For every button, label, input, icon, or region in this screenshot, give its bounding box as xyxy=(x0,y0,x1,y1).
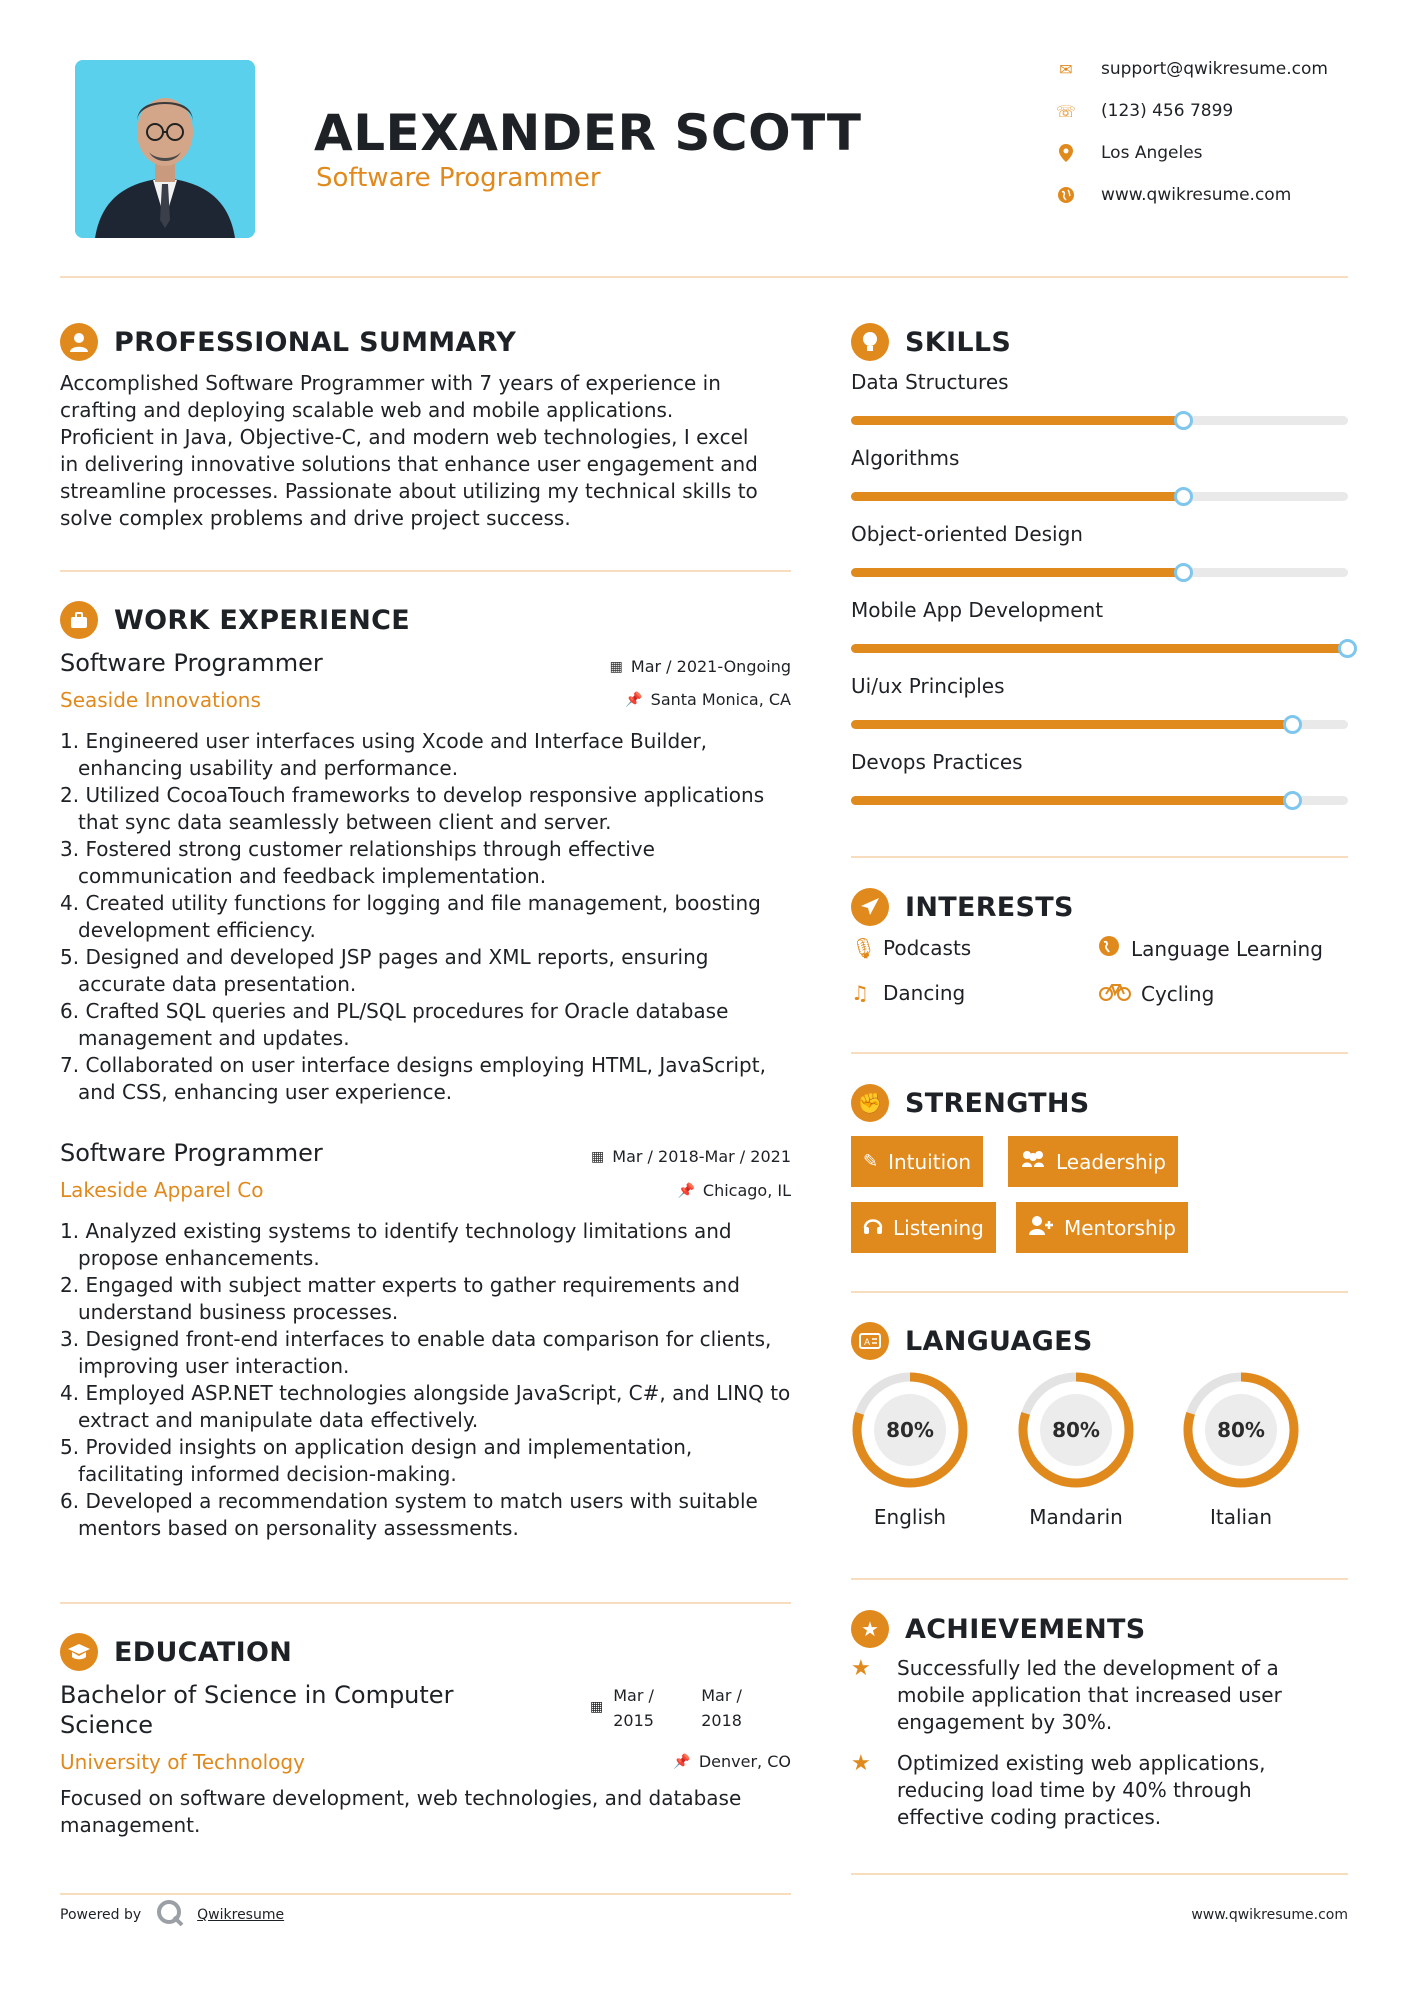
skills-header xyxy=(851,323,1011,361)
interest-language-learning xyxy=(1099,936,1323,961)
interests-heading: INTERESTS xyxy=(905,891,1074,923)
footer-url[interactable]: www.qwikresume.com xyxy=(1191,1907,1348,1923)
contact-email[interactable] xyxy=(1055,57,1328,81)
skills-divider xyxy=(851,856,1348,858)
globe-icon xyxy=(1099,936,1131,961)
achievement-text: Optimized existing web applications, reducing load time by 40% through effective coding practices. xyxy=(897,1751,1266,1829)
language-value: 80% xyxy=(886,1418,934,1442)
skills-heading: SKILLS xyxy=(905,326,1012,358)
magic-wand-icon: ✎ xyxy=(863,1151,879,1172)
education-location-value: Denver, CO xyxy=(698,1752,791,1771)
list-item: 2. Utilized CocoaTouch frameworks to develop responsive applications that sync data seamlessly between client and server. xyxy=(60,783,765,834)
language-name: Italian xyxy=(1209,1505,1273,1529)
job-1-bullets xyxy=(60,728,800,1106)
list-item: 7. Collaborated on user interface designs employing HTML, JavaScript, and CSS, enhancing user experience. xyxy=(60,1053,766,1104)
job-2-title: Software Programmer xyxy=(60,1139,323,1167)
skill-label: Ui/ux Principles xyxy=(851,674,1005,698)
language-gauge xyxy=(849,1369,971,1491)
languages-heading: LANGUAGES xyxy=(905,1325,1093,1357)
work-heading: WORK EXPERIENCE xyxy=(114,604,410,636)
shooting-star-icon: ★ xyxy=(851,1656,871,1681)
list-item: 4. Employed ASP.NET technologies alongside JavaScript, C#, and LINQ to extract and manipulate data effectively. xyxy=(60,1381,791,1432)
skill-bar xyxy=(851,796,1348,805)
paper-plane-icon xyxy=(851,888,889,926)
languages-header xyxy=(851,1322,1093,1360)
job-1-location xyxy=(625,690,791,709)
job-2-date xyxy=(591,1147,791,1166)
phone-icon: ☏ xyxy=(1055,101,1076,121)
skill-bar-fill xyxy=(851,416,1184,425)
achievements-divider xyxy=(851,1873,1348,1875)
svg-text:A: A xyxy=(864,1338,871,1348)
job-1-title: Software Programmer xyxy=(60,649,323,677)
list-item: 3. Designed front-end interfaces to enable data comparison for clients, improving user interaction. xyxy=(60,1327,772,1378)
calendar-icon: ▦ xyxy=(609,658,623,675)
globe-icon xyxy=(1055,184,1077,206)
summary-line: streamline processes. Passionate about utilizing my technical skills to xyxy=(60,479,758,503)
job-2-location xyxy=(677,1181,791,1200)
skill-level-handle xyxy=(1283,791,1302,810)
header-divider xyxy=(60,276,1348,278)
education-end-year: 2018 xyxy=(701,1711,742,1730)
language-card-icon xyxy=(851,1322,889,1360)
powered-by-label: Powered by xyxy=(60,1907,142,1923)
skill-level-handle xyxy=(1338,639,1357,658)
summary-heading: PROFESSIONAL SUMMARY xyxy=(114,326,517,358)
job-1-date xyxy=(610,657,791,676)
user-plus-icon xyxy=(1028,1215,1054,1240)
strength-label: Listening xyxy=(893,1215,984,1240)
list-item: 6. Crafted SQL queries and PL/SQL procedures for Oracle database management and updates. xyxy=(60,999,729,1050)
summary-line: Proficient in Java, Objective-C, and modern web technologies, I excel xyxy=(60,425,749,449)
pushpin-icon: 📌 xyxy=(673,1753,691,1770)
job-1-company: Seaside Innovations xyxy=(60,688,261,712)
briefcase-icon xyxy=(60,601,98,639)
job-2-location-value: Chicago, IL xyxy=(702,1181,791,1200)
list-item: 5. Provided insights on application design and implementation, facilitating informed decision-making. xyxy=(60,1435,693,1486)
interest-cycling xyxy=(1099,981,1214,1006)
skill-level-handle xyxy=(1174,411,1193,430)
strengths-header xyxy=(851,1084,1090,1122)
interest-label: Language Learning xyxy=(1131,936,1323,961)
achievement-text: Successfully led the development of a mobile application that increased user engagement by 30%. xyxy=(897,1656,1282,1734)
bicycle-icon xyxy=(1099,981,1141,1006)
skill-bar-fill xyxy=(851,796,1293,805)
microphone-icon: 🎙 xyxy=(851,936,877,960)
interest-label: Podcasts xyxy=(883,936,972,960)
strengths-divider xyxy=(851,1291,1348,1293)
strength-label: Intuition xyxy=(888,1149,972,1174)
job-2-bullets xyxy=(60,1218,800,1542)
interests-divider xyxy=(851,1052,1348,1054)
users-icon xyxy=(1020,1149,1046,1174)
degree-line: Bachelor of Science in Computer xyxy=(60,1681,454,1709)
education-location xyxy=(673,1752,791,1771)
map-pin-icon xyxy=(1055,142,1077,164)
list-item: 1. Analyzed existing systems to identify technology limitations and propose enhancements. xyxy=(60,1219,732,1270)
education-degree xyxy=(60,1680,453,1740)
skill-level-handle xyxy=(1174,487,1193,506)
contact-website[interactable] xyxy=(1055,183,1291,207)
star-badge-icon: ★ xyxy=(851,1610,889,1648)
skill-bar-fill xyxy=(851,720,1293,729)
footer-divider xyxy=(60,1893,791,1895)
contact-phone-value: (123) 456 7899 xyxy=(1101,101,1234,121)
education-end-month: Mar / xyxy=(701,1686,742,1705)
qwikresume-logo-icon xyxy=(155,1898,185,1932)
summary-text xyxy=(60,370,800,532)
job-1-date-value: Mar / 2021-Ongoing xyxy=(630,657,791,676)
list-item: 5. Designed and developed JSP pages and XML reports, ensuring accurate data presentation. xyxy=(60,945,709,996)
contact-location xyxy=(1055,141,1203,165)
interest-dancing xyxy=(851,981,965,1005)
achievements-heading: ACHIEVEMENTS xyxy=(905,1613,1146,1645)
candidate-title: Software Programmer xyxy=(316,163,601,193)
skill-label: Data Structures xyxy=(851,370,1009,394)
qwikresume-link[interactable]: Qwikresume xyxy=(197,1907,285,1923)
skill-level-handle xyxy=(1283,715,1302,734)
skill-bar xyxy=(851,492,1348,501)
interest-label: Dancing xyxy=(883,981,966,1005)
contact-email-value: support@qwikresume.com xyxy=(1101,59,1328,79)
education-start xyxy=(613,1683,701,1733)
list-item: 2. Engaged with subject matter experts to gather requirements and understand business processes. xyxy=(60,1273,740,1324)
summary-line: in delivering innovative solutions that enhance user engagement and xyxy=(60,452,758,476)
headphones-icon xyxy=(863,1216,883,1239)
skill-bar-fill xyxy=(851,644,1348,653)
skill-label: Algorithms xyxy=(851,446,960,470)
contact-location-value: Los Angeles xyxy=(1101,143,1203,163)
skill-label: Mobile App Development xyxy=(851,598,1104,622)
lightbulb-icon xyxy=(851,323,889,361)
contact-phone[interactable] xyxy=(1055,99,1233,123)
achievement-item xyxy=(851,1655,1321,1736)
interests-header xyxy=(851,888,1074,926)
skill-bar-fill xyxy=(851,492,1184,501)
degree-line: Science xyxy=(60,1711,154,1739)
skill-label: Object-oriented Design xyxy=(851,522,1083,546)
contact-website-value: www.qwikresume.com xyxy=(1101,185,1292,205)
skill-bar xyxy=(851,720,1348,729)
education-description: Focused on software development, web technologies, and database management. xyxy=(60,1786,742,1837)
achievement-item xyxy=(851,1750,1321,1831)
summary-line: crafting and deploying scalable web and mobile applications. xyxy=(60,398,674,422)
music-note-icon: ♫ xyxy=(851,981,869,1005)
languages-divider xyxy=(851,1578,1348,1580)
language-value: 80% xyxy=(1217,1418,1265,1442)
job-1-location-value: Santa Monica, CA xyxy=(650,690,791,709)
strength-label: Mentorship xyxy=(1064,1215,1176,1240)
graduation-icon xyxy=(60,1633,98,1671)
strengths-heading: STRENGTHS xyxy=(905,1087,1090,1119)
skill-bar xyxy=(851,416,1348,425)
strength-label: Leadership xyxy=(1056,1149,1166,1174)
strength-leadership xyxy=(1008,1136,1178,1187)
interest-label: Cycling xyxy=(1141,981,1215,1006)
strength-mentorship xyxy=(1016,1202,1188,1253)
education-header xyxy=(60,1633,292,1671)
summary-line: Accomplished Software Programmer with 7 years of experience in xyxy=(60,371,721,395)
envelope-icon: ✉ xyxy=(1059,59,1073,79)
interest-podcasts xyxy=(851,936,971,960)
education-end xyxy=(701,1683,742,1733)
education-heading: EDUCATION xyxy=(114,1636,293,1668)
summary-divider xyxy=(60,570,791,572)
achievements-header xyxy=(851,1610,1146,1648)
work-header xyxy=(60,601,410,639)
strength-listening xyxy=(851,1202,996,1253)
skill-label: Devops Practices xyxy=(851,750,1023,774)
calendar-icon: ▦ xyxy=(590,1699,604,1715)
footer-powered-by xyxy=(60,1898,284,1932)
list-item: 3. Fostered strong customer relationships through effective communication and feedback implementation. xyxy=(60,837,655,888)
fist-icon: ✊ xyxy=(851,1084,889,1122)
job-2-date-value: Mar / 2018-Mar / 2021 xyxy=(612,1147,791,1166)
summary-header xyxy=(60,323,516,361)
skill-bar xyxy=(851,644,1348,653)
language-name: Mandarin xyxy=(1029,1505,1123,1529)
skill-level-handle xyxy=(1174,563,1193,582)
language-gauge xyxy=(1180,1369,1302,1491)
language-name: English xyxy=(873,1505,947,1529)
list-item: 1. Engineered user interfaces using Xcode and Interface Builder, enhancing usability and performance. xyxy=(60,729,708,780)
language-gauge xyxy=(1015,1369,1137,1491)
job-2-company: Lakeside Apparel Co xyxy=(60,1178,264,1202)
calendar-icon: ▦ xyxy=(591,1148,605,1165)
skill-bar xyxy=(851,568,1348,577)
profile-photo xyxy=(75,60,255,238)
work-divider xyxy=(60,1602,791,1604)
pushpin-icon: 📌 xyxy=(625,691,643,708)
education-start-year: 2015 xyxy=(613,1711,654,1730)
pushpin-icon: 📌 xyxy=(677,1182,695,1199)
list-item: 6. Developed a recommendation system to match users with suitable mentors based on personality assessments. xyxy=(60,1489,758,1540)
education-start-month: Mar / xyxy=(613,1686,654,1705)
candidate-name: ALEXANDER SCOTT xyxy=(314,104,862,162)
shooting-star-icon: ★ xyxy=(851,1751,871,1776)
strength-intuition xyxy=(851,1136,983,1187)
skill-bar-fill xyxy=(851,568,1184,577)
list-item: 4. Created utility functions for logging and file management, boosting development efficiency. xyxy=(60,891,761,942)
user-icon xyxy=(60,323,98,361)
language-value: 80% xyxy=(1052,1418,1100,1442)
education-school: University of Technology xyxy=(60,1750,305,1774)
summary-line: solve complex problems and drive project success. xyxy=(60,506,571,530)
education-dates xyxy=(590,1683,742,1733)
